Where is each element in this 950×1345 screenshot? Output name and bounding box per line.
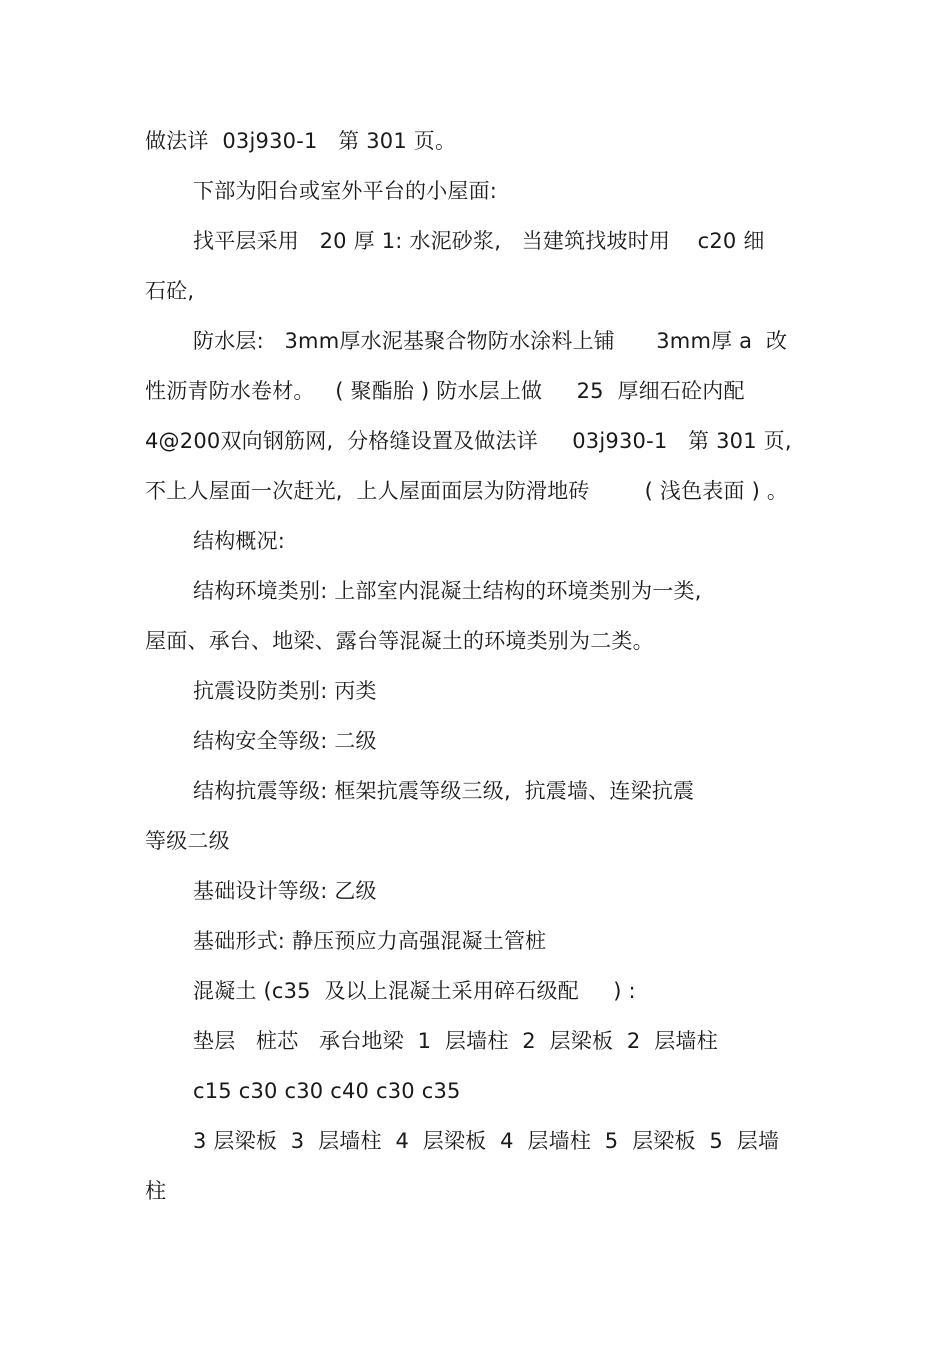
text-line-concrete-heading: 混凝土 (c35 及以上混凝土采用碎石级配 ) : <box>193 979 636 1003</box>
text-line-waterproof-layer-cont-3: 不上人屋面一次赶光, 上人屋面面层为防滑地砖 ( 浅色表面 ) 。 <box>145 479 789 503</box>
text-line-construction-detail-ref: 做法详 03j930-1 第 301 页。 <box>145 129 457 153</box>
text-line-waterproof-layer-cont-1: 性沥青防水卷材。 ( 聚酯胎 ) 防水层上做 25 厚细石砼内配 <box>145 379 745 403</box>
text-line-waterproof-layer-cont-2: 4@200双向钢筋网, 分格缝设置及做法详 03j930-1 第 301 页, <box>145 429 792 453</box>
text-line-safety-grade: 结构安全等级: 二级 <box>193 729 377 753</box>
text-line-foundation-type: 基础形式: 静压预应力高强混凝土管桩 <box>193 929 547 953</box>
text-line-leveling-layer-cont: 石砼, <box>145 279 195 303</box>
text-line-leveling-layer: 找平层采用 20 厚 1: 水泥砂浆, 当建筑找坡时用 c20 细 <box>193 229 765 253</box>
text-line-environment-category-cont: 屋面、承台、地梁、露台等混凝土的环境类别为二类。 <box>145 629 654 653</box>
text-line-small-roof-heading: 下部为阳台或室外平台的小屋面: <box>193 179 498 203</box>
text-line-structure-overview-heading: 结构概况: <box>193 529 286 553</box>
text-line-seismic-grade-cont: 等级二级 <box>145 829 230 853</box>
text-line-environment-category: 结构环境类别: 上部室内混凝土结构的环境类别为一类, <box>193 579 702 603</box>
text-line-concrete-grades-row-1: c15 c30 c30 c40 c30 c35 <box>193 1079 461 1103</box>
text-line-concrete-parts-row-2-cont: 柱 <box>145 1179 167 1203</box>
text-line-seismic-category: 抗震设防类别: 丙类 <box>193 679 377 703</box>
text-line-waterproof-layer: 防水层: 3mm厚水泥基聚合物防水涂料上铺 3mm厚 a 改 <box>193 329 788 353</box>
text-line-concrete-parts-row-2: 3 层梁板 3 层墙柱 4 层梁板 4 层墙柱 5 层梁板 5 层墙 <box>193 1129 780 1153</box>
text-line-foundation-design-grade: 基础设计等级: 乙级 <box>193 879 377 903</box>
text-line-concrete-parts-row-1: 垫层 桩芯 承台地梁 1 层墙柱 2 层梁板 2 层墙柱 <box>193 1029 718 1053</box>
text-line-seismic-grade: 结构抗震等级: 框架抗震等级三级, 抗震墙、连梁抗震 <box>193 779 695 803</box>
